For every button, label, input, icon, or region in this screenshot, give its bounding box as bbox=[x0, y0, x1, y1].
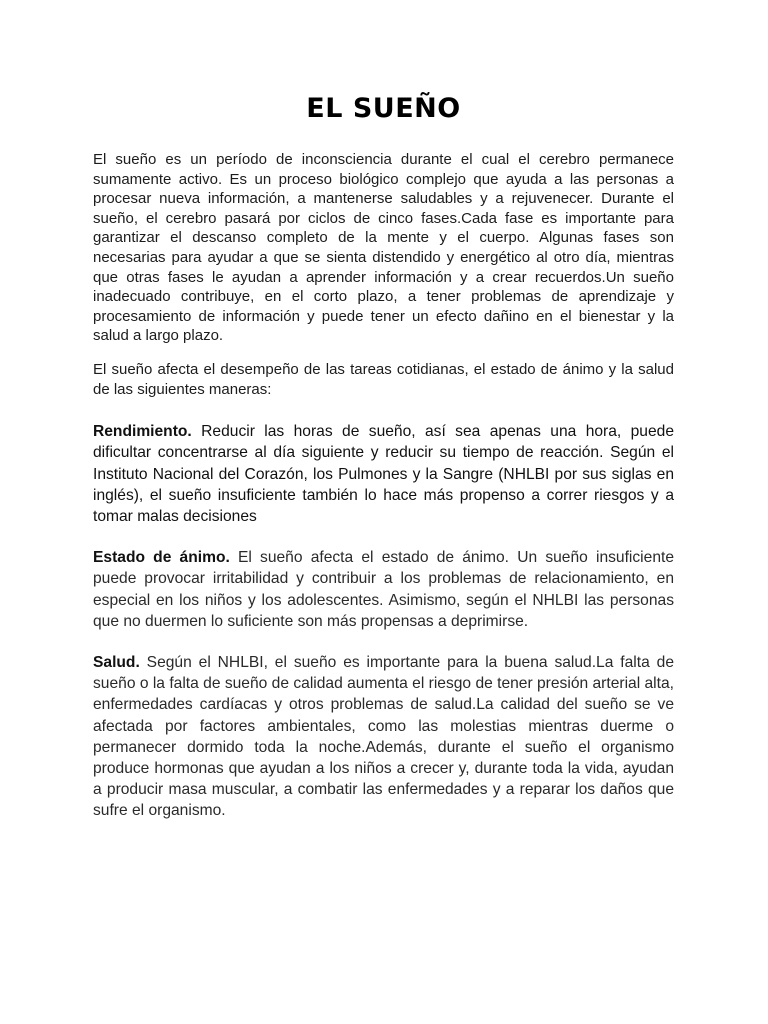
page-title: EL SUEÑO bbox=[306, 93, 461, 124]
section-text: Reducir las horas de sueño, así sea apenas una hora, puede dificultar concentrarse al día siguiente y reducir su tiempo de reacción. Según el Instituto Nacional del Corazón, los Pulmones y la Sangre (NHLBI por sus siglas en inglés), el sueño insuficiente también lo hace más propenso a correr riesgos y a tomar malas decisiones bbox=[93, 423, 674, 525]
section-rendimiento bbox=[93, 421, 674, 527]
section-heading: Rendimiento. bbox=[93, 423, 192, 441]
section-heading: Salud. bbox=[93, 653, 140, 671]
section-heading: Estado de ánimo. bbox=[93, 549, 230, 567]
document-page bbox=[93, 0, 674, 822]
section-text: Según el NHLBI, el sueño es importante para la buena salud.La falta de sueño o la falta de sueño de calidad aumenta el riesgo de tener presión arterial alta, enfermedades cardíacas y otros problemas de salud.La calidad del sueño se ve afectada por factores ambientales, como las molestias mientras duerme o permanecer dormido toda la noche.Además, durante el sueño el organismo produce hormonas que ayudan a los niños a crecer y, durante toda la vida, ayudan a producir masa muscular, a combatir las enfermedades y a reparar los daños que sufre el organismo. bbox=[93, 653, 674, 820]
transition-paragraph: El sueño afecta el desempeño de las tareas cotidianas, el estado de ánimo y la salud de las siguientes maneras: bbox=[93, 360, 674, 398]
intro-paragraph: El sueño es un período de inconsciencia durante el cual el cerebro permanece sumamente activo. Es un proceso biológico complejo que ayuda a las personas a procesar nueva información, a mantenerse saludables y a rejuvenecer. Durante el sueño, el cerebro pasará por ciclos de cinco fases.Cada fase es importante para garantizar el descanso completo de la mente y el cuerpo. Algunas fases son necesarias para ayudar a que se sienta distendido y energético al otro día, mientras que otras fases le ayudan a aprender información y a crear recuerdos.Un sueño inadecuado contribuye, en el corto plazo, a tener problemas de aprendizaje y procesamiento de información y puede tener un efecto dañino en el bienestar y la salud a largo plazo. bbox=[93, 151, 674, 345]
section-text: El sueño afecta el estado de ánimo. Un sueño insuficiente puede provocar irritabilidad y contribuir a los problemas de relacionamiento, en especial en los niños y los adolescentes. Asimismo, según el NHLBI las personas que no duermen lo suficiente son más propensas a deprimirse. bbox=[93, 549, 674, 630]
section-estado-de-animo bbox=[93, 547, 674, 632]
section-salud bbox=[93, 652, 674, 822]
